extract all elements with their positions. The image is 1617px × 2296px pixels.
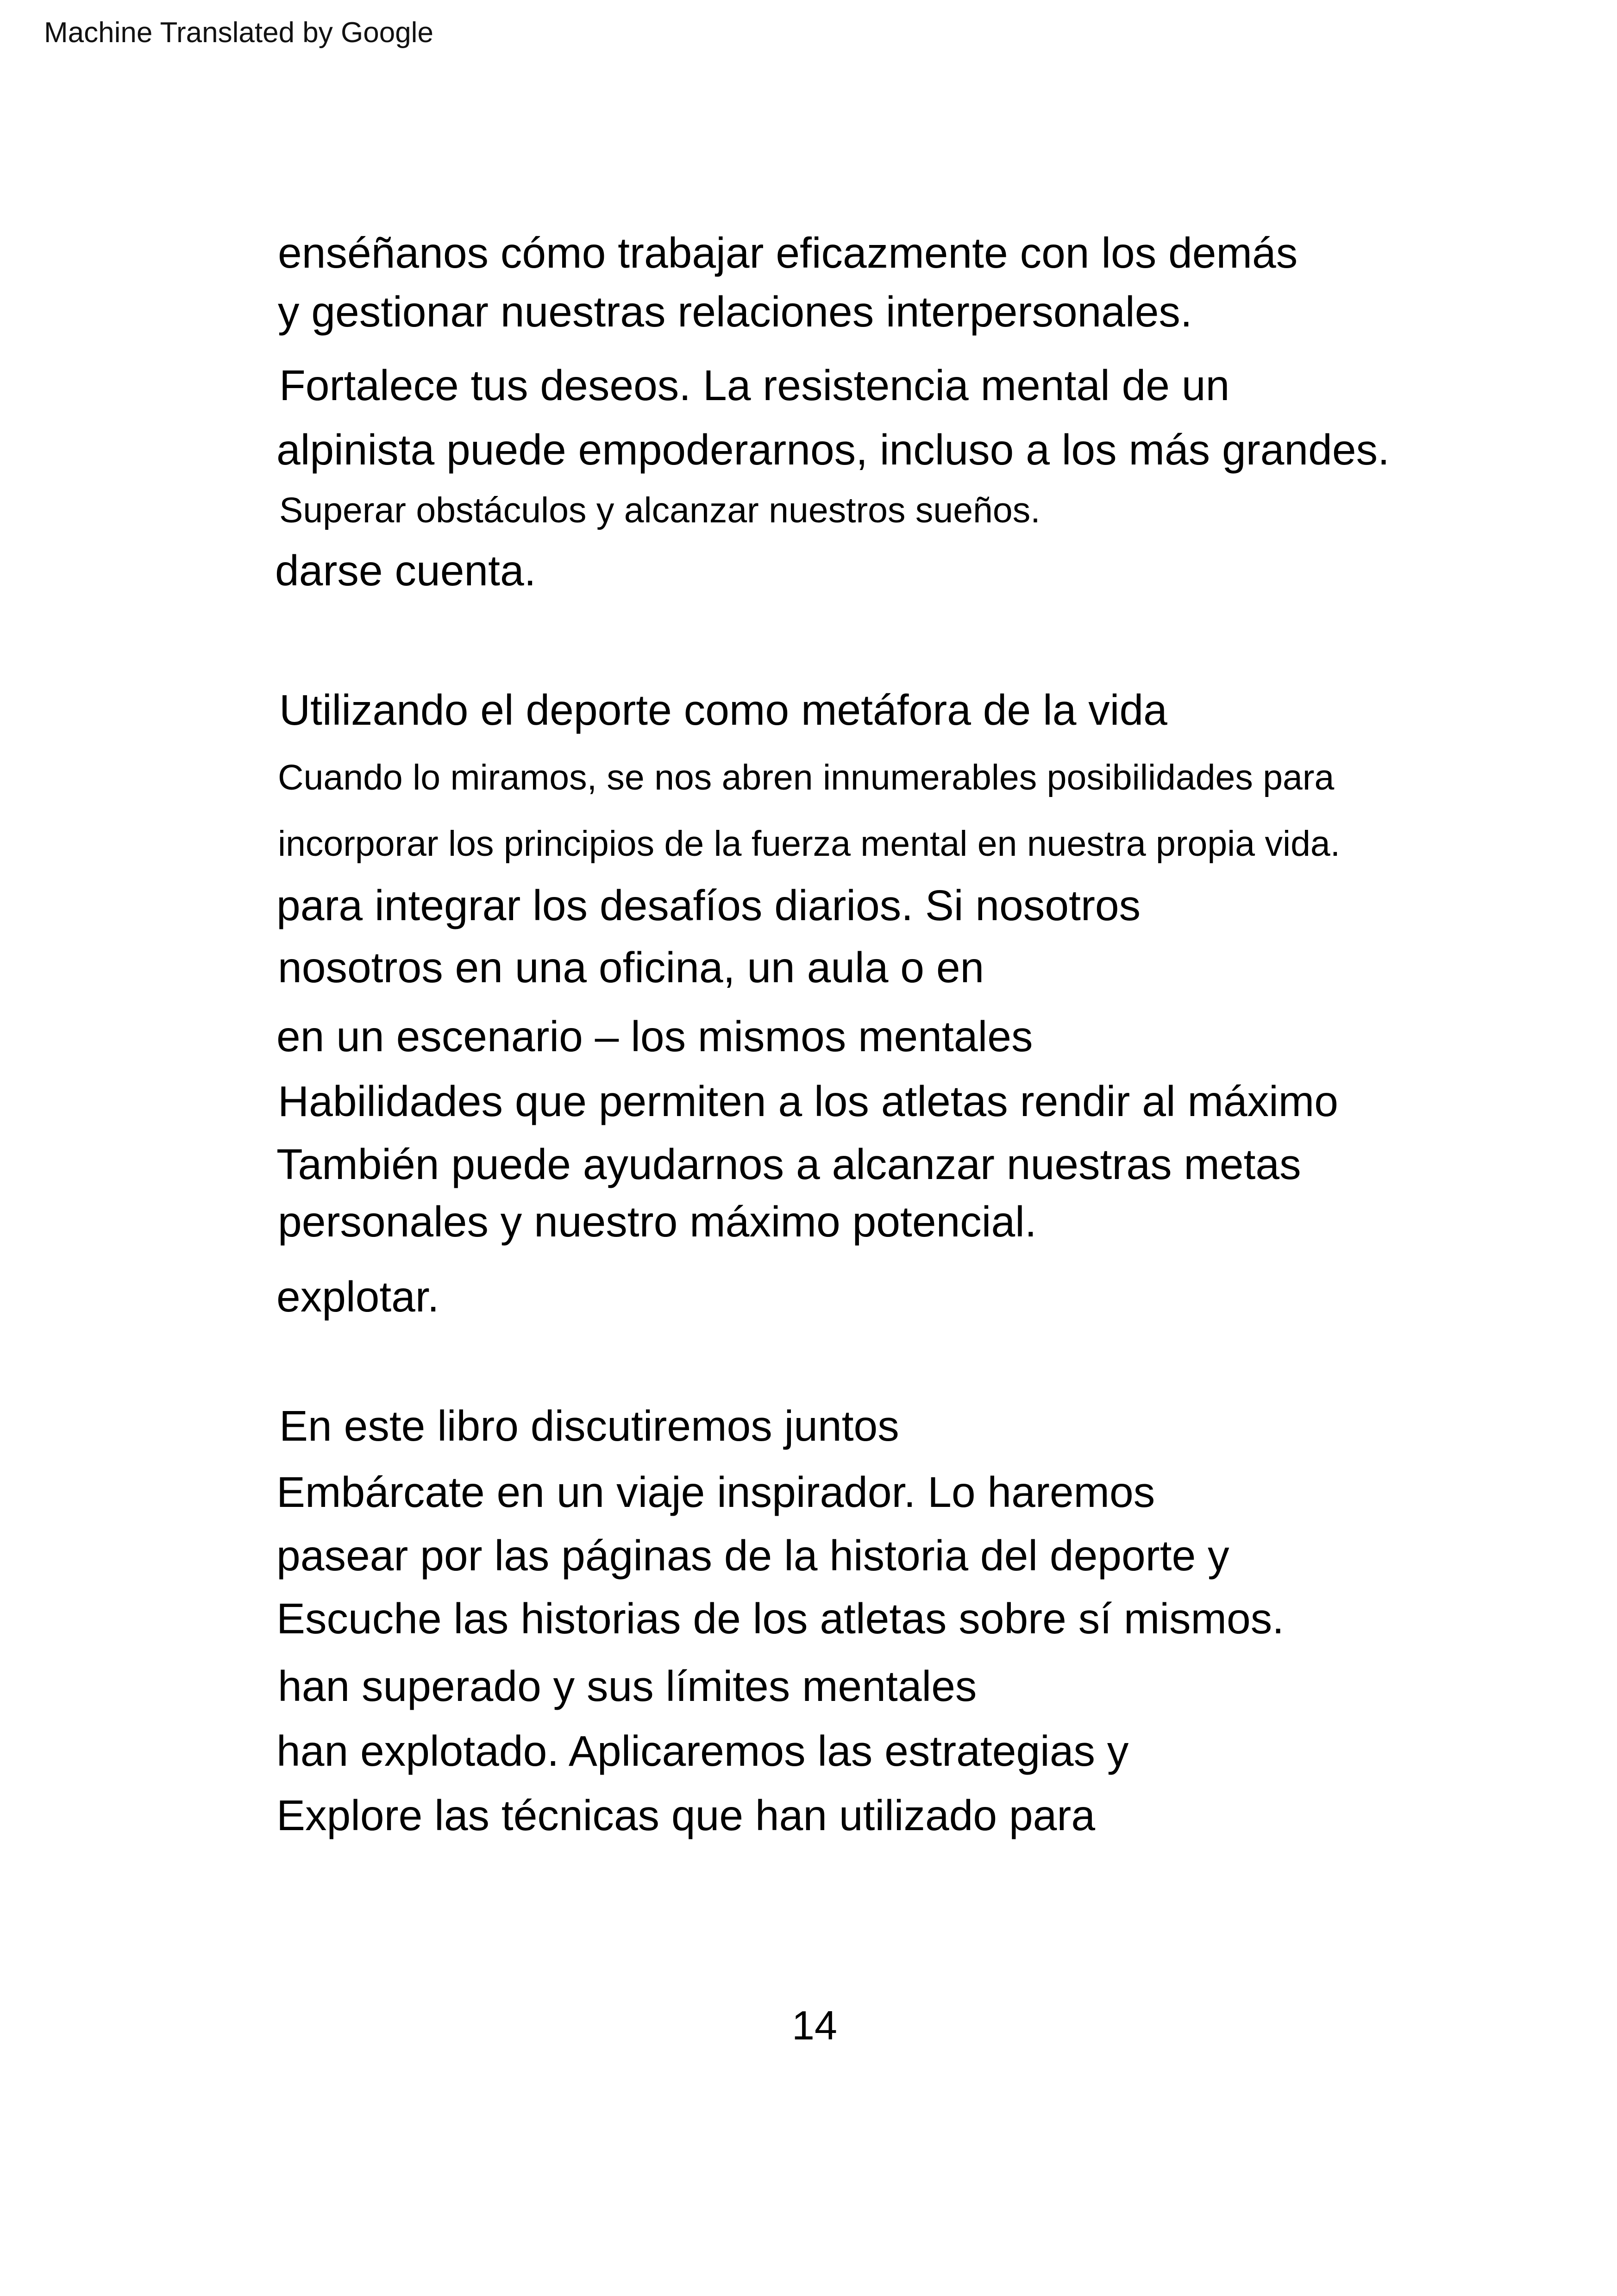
text-line: y gestionar nuestras relaciones interpersonales.: [278, 288, 1192, 336]
text-line: pasear por las páginas de la historia del deporte y: [276, 1531, 1229, 1580]
text-line: para integrar los desafíos diarios. Si nosotros: [276, 881, 1141, 929]
text-line: Superar obstáculos y alcanzar nuestros sueños.: [279, 490, 1040, 530]
text-line: También puede ayudarnos a alcanzar nuestras metas: [276, 1140, 1301, 1188]
translation-watermark: Machine Translated by Google: [44, 17, 433, 49]
text-line: han superado y sus límites mentales: [278, 1662, 977, 1710]
text-line: Habilidades que permiten a los atletas rendir al máximo: [278, 1077, 1338, 1125]
text-line: Escuche las historias de los atletas sobre sí mismos.: [276, 1594, 1285, 1643]
text-line: Embárcate en un viaje inspirador. Lo haremos: [276, 1468, 1155, 1516]
text-line: enséñanos cómo trabajar eficazmente con los demás: [278, 229, 1298, 277]
text-line: han explotado. Aplicaremos las estrategias y: [276, 1727, 1129, 1775]
text-line: Utilizando el deporte como metáfora de la vida: [279, 686, 1167, 734]
text-line: Cuando lo miramos, se nos abren innumerables posibilidades para: [278, 758, 1335, 797]
text-line: Fortalece tus deseos. La resistencia mental de un: [279, 361, 1230, 409]
page-number: 14: [792, 2002, 837, 2048]
text-line: darse cuenta.: [275, 546, 536, 595]
text-line: alpinista puede empoderarnos, incluso a los más grandes.: [276, 426, 1390, 474]
text-line: incorporar los principios de la fuerza mental en nuestra propia vida.: [278, 824, 1341, 864]
text-line: explotar.: [276, 1273, 439, 1321]
text-line: en un escenario – los mismos mentales: [276, 1012, 1033, 1060]
text-line: Explore las técnicas que han utilizado para: [276, 1791, 1096, 1839]
text-line: personales y nuestro máximo potencial.: [278, 1198, 1037, 1246]
text-line: nosotros en una oficina, un aula o en: [278, 943, 984, 991]
text-line: En este libro discutiremos juntos: [279, 1402, 899, 1450]
